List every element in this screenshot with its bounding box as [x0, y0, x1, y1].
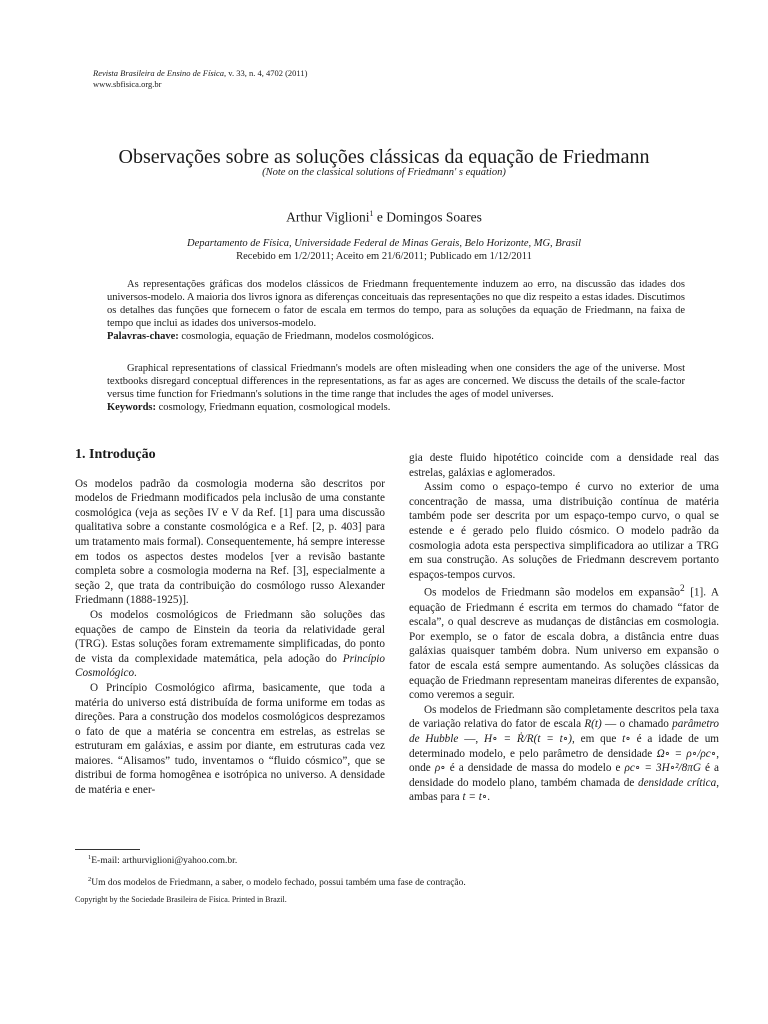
- footnote-2-mark: 2: [88, 876, 92, 883]
- journal-name: Revista Brasileira de Ensino de Física: [93, 68, 225, 78]
- citation-ref-1[interactable]: 1: [283, 506, 289, 519]
- footnote-marker-2[interactable]: 2: [680, 584, 685, 595]
- emphasis-parametro-hubble: parâmetro de Hubble: [409, 718, 719, 746]
- math-critical-density: ρc∘ = 3H∘²/8πG: [624, 762, 701, 775]
- text-run: .: [487, 791, 491, 804]
- abstract-en-text: Graphical representations of classical Friedmann's models are often misleading when one considers the age of the universe. Most textbooks disregard conceptual differences in the representations, as far as ages are concerned. We discuss the details of the scale-factor versus time function for Friedmann's solutions in the time range that includes the ages of model universes.: [107, 363, 685, 400]
- text-run: Os modelos cosmológicos de Friedmann são soluções das equações de campo de Einstein da teoria da relatividade geral (TRG). Estas soluções foram extremamente simplificadas, do ponto de vista da complexidade matemática, pela adoção do: [75, 608, 385, 665]
- text-run: ], especialmente a seção 2, que trata da contribuição do cosmólogo russo Alexander Friedmann (1888-1925)].: [75, 565, 385, 607]
- text-run: é a densidade do modelo plano, também chamada de: [409, 762, 719, 789]
- math-mass-density: ρ∘: [434, 762, 446, 775]
- author-separator: e: [373, 209, 387, 225]
- math-scale-factor: R(t): [584, 718, 602, 731]
- footnote-1-mark: 1: [88, 854, 92, 861]
- abstract-portuguese: [107, 278, 685, 343]
- citation-ref-3[interactable]: 3: [296, 565, 303, 578]
- text-run: , p. 403] para um tratamento mais formal). Consequentemente, há sempre interesse em todos os aspectos destes modelos [ver a revisão bastante completa sobre a cosmologia moderna na Ref. [: [75, 521, 385, 578]
- text-run: , ambas para: [409, 776, 719, 804]
- emphasis-principio-cosmologico: Princípio Cosmológico: [75, 652, 385, 680]
- keywords-en-list: cosmology, Friedmann equation, cosmological models.: [156, 402, 391, 413]
- text-run: ]. A equação de Friedmann é escrita em termos do chamado “fator de escala”, o qual descreve as mudanças de distâncias em cosmologia. Por exemplo, se o fator de escala dobra, a distância entre duas galáxias quaisquer também dobra. Num universo em expansão o fator de escala está sempre aumentando. As soluções clássicas da equação de Friedmann representam maneiras diferentes de expansão, como veremos a seguir.: [409, 587, 720, 702]
- footnote-2: [88, 874, 466, 889]
- journal-volume: , v. 33, n. 4, 4702 (2011): [224, 68, 308, 78]
- citation-ref-2[interactable]: 2: [316, 521, 322, 534]
- copyright-notice: Copyright by the Sociedade Brasileira de Física. Printed in Brazil.: [75, 895, 287, 904]
- text-run: é a densidade de massa do modelo e: [445, 762, 625, 775]
- intro-paragraph-1: [75, 477, 385, 608]
- intro-paragraph-6: [409, 703, 719, 805]
- text-run: — o chamado: [601, 718, 673, 731]
- text-run: [: [684, 587, 694, 600]
- publication-dates: Recebido em 1/2/2011; Aceito em 21/6/2011; Publicado em 1/12/2011: [236, 251, 532, 262]
- author-viglioni: Arthur Viglioni: [286, 209, 370, 225]
- text-run: ] para uma discussão qualitativa sobre a constante cosmológica e a Ref. [: [75, 506, 385, 534]
- right-column: [409, 451, 719, 805]
- keywords-en: [107, 401, 685, 414]
- math-hubble-definition: H∘ = Ṙ/R(t = t∘): [484, 733, 573, 746]
- footnote-1-text[interactable]: E-mail: arthurviglioni@yahoo.com.br.: [91, 856, 238, 867]
- math-density-parameter: Ω∘ = ρ∘/ρc∘: [656, 747, 717, 760]
- keywords-en-label: Keywords:: [107, 402, 156, 413]
- intro-paragraph-3-continued: gia deste fluido hipotético coincide com a densidade real das estrelas, galáxias e aglomerados.: [409, 452, 719, 479]
- keywords-pt-label: Palavras-chave:: [107, 331, 179, 342]
- text-run: , onde: [409, 747, 719, 775]
- text-run: —,: [458, 733, 485, 746]
- keywords-pt-list: cosmologia, equação de Friedmann, modelos cosmológicos.: [178, 331, 434, 342]
- footnote-1: [88, 852, 237, 867]
- text-run: , em que: [572, 733, 623, 746]
- text-run: Os modelos de Friedmann são modelos em expansão: [424, 587, 681, 600]
- intro-paragraph-2: [75, 608, 385, 681]
- emphasis-densidade-critica: densidade crítica: [637, 776, 717, 789]
- affiliation-department: Departamento de Física, Universidade Federal de Minas Gerais, Belo Horizonte, MG, Brasil: [187, 238, 581, 249]
- intro-paragraph-5: [409, 582, 719, 702]
- abstract-pt-text: As representações gráficas dos modelos clássicos de Friedmann frequentemente induzem ao erro, na discussão das idades dos universos-modelo. A maioria dos livros ignora as diferenças conceituais das representações no que diz respeito a estas idades. Discutimos os detalhes das funções que fornecem o fator de escala em termos do tempo, para as soluções da equação de Friedmann, na faixa de tempo que inclui as idades dos universos-modelo.: [107, 279, 685, 329]
- journal-header: [93, 68, 307, 90]
- affiliation-block: [0, 237, 768, 263]
- abstract-english: [107, 362, 685, 414]
- math-time-now: t = t∘: [462, 791, 488, 804]
- citation-ref-1[interactable]: 1: [693, 587, 700, 600]
- intro-paragraph-3: O Princípio Cosmológico afirma, basicamente, que toda a matéria do universo está distribuída de forma uniforme em todas as direções. Para a construção dos modelos cosmológicos desprezamos o fato de que a matéria se concentra em estrelas, as estrelas se estruturam em galáxias, e assim por diante, em estruturas cada vez maiores. “Alisamos” tudo, inventamos o “fluido cósmico”, que se distribui de forma homogênea e isotrópica no universo. A densidade de matéria e ener-: [75, 681, 385, 797]
- math-age: t∘: [622, 733, 631, 746]
- text-run: Os modelos de Friedmann são completamente descritos pela taxa de variação relativa do fator de escala: [409, 703, 719, 731]
- text-run: .: [134, 667, 137, 680]
- left-column: [75, 448, 385, 798]
- author-soares: Domingos Soares: [386, 209, 482, 225]
- journal-citation: [93, 68, 307, 79]
- footnote-marker-1[interactable]: 1: [369, 209, 374, 218]
- paper-subtitle: (Note on the classical solutions of Friedmann' s equation): [262, 167, 506, 178]
- section-heading-introducao: 1. Introdução: [75, 447, 156, 462]
- author-list: [0, 209, 768, 226]
- footnote-rule: [75, 849, 140, 850]
- journal-website[interactable]: www.sbfisica.org.br: [93, 79, 162, 89]
- text-run: é a idade de um determinado modelo, e pelo parâmetro de densidade: [409, 733, 720, 760]
- keywords-pt: [107, 330, 685, 343]
- paper-title: Observações sobre as soluções clássicas da equação de Friedmann: [118, 146, 650, 168]
- footnote-2-text: Um dos modelos de Friedmann, a saber, o modelo fechado, possui também uma fase de contração.: [91, 878, 466, 889]
- text-run: Os modelos padrão da cosmologia moderna são descritos por modelos de Friedmann modificados pela inclusão de uma constante cosmológica (veja as seções IV e V da Ref. [: [75, 477, 385, 519]
- intro-paragraph-4: Assim como o espaço-tempo é curvo no exterior de uma concentração de massa, uma distribuição contínua de matéria também pode ser descrita por um espaço-tempo curvo, o qual se estende e é gerado pelo fluido cósmico. O modelo padrão da cosmologia adota esta perspectiva simplificadora ao utilizar a TRG em sua construção. As soluções de Friedmann descrevem portanto espaços-tempos curvos.: [409, 481, 719, 581]
